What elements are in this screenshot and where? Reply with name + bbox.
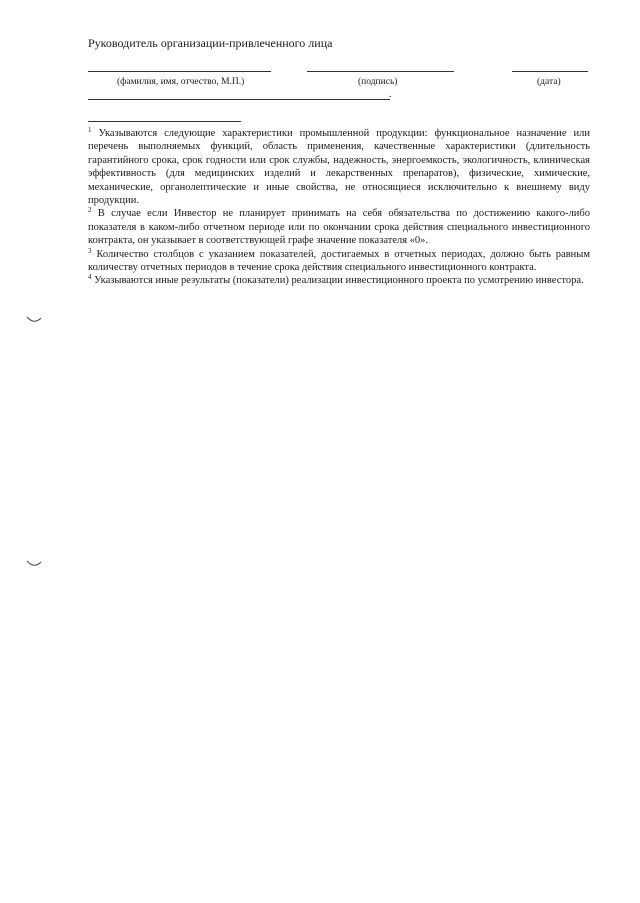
extra-line bbox=[88, 99, 390, 100]
signature-caption: (подпись) bbox=[358, 77, 398, 87]
name-line bbox=[88, 71, 271, 72]
footnote bbox=[88, 248, 590, 275]
footnote bbox=[88, 207, 590, 247]
extra-line-end-mark: . bbox=[389, 89, 392, 100]
footnote-text: В случае если Инвестор не планирует принимать на себя обязательства по достижению какого-либо показателя в каком-либо отчетном периоде или по окончании срока действия специального инвестиционного контракта, он указывает в соответствующей графе значение показателя «0». bbox=[88, 208, 590, 247]
binder-hole-mark-icon bbox=[26, 560, 42, 568]
footnote-text: Указываются иные результаты (показатели) реализации инвестиционного проекта по усмотрению инвестора. bbox=[94, 275, 584, 287]
signatory-heading: Руководитель организации-привлеченного лица bbox=[88, 36, 333, 50]
footnote-number: 2 bbox=[88, 206, 92, 215]
footnote-number: 1 bbox=[88, 126, 92, 134]
name-caption: (фамилия, имя, отчество, М.П.) bbox=[117, 77, 245, 87]
footnote-separator bbox=[88, 121, 241, 122]
footnotes bbox=[88, 127, 590, 288]
signature-line bbox=[307, 71, 454, 72]
binder-hole-mark-icon bbox=[26, 316, 42, 324]
footnote-text: Количество столбцов с указанием показателей, достигаемых в отчетных периодах, должно быть равным количеству отчетных периодов в течение срока действия специального инвестиционного контракта. bbox=[88, 248, 590, 274]
footnote-number: 4 bbox=[88, 273, 92, 282]
date-caption: (дата) bbox=[537, 77, 561, 87]
date-line bbox=[512, 71, 588, 72]
footnote bbox=[88, 274, 590, 287]
footnote bbox=[88, 127, 590, 207]
footnote-text: Указываются следующие характеристики промышленной продукции: функциональное назначение или перечень выполняемых функций, область применения, качественные характеристики (длительность гарантийного срока, срок годности или срок службы, надежность, энергоемкость, экологичность, клиническая эффективность (для медицинских изделий и лекарственных препаратов), физические, химические, механические, органолептические и иные свойства, не относящиеся исключительно к внешнему виду продукции. bbox=[88, 128, 590, 207]
footnote-number: 3 bbox=[88, 246, 92, 255]
